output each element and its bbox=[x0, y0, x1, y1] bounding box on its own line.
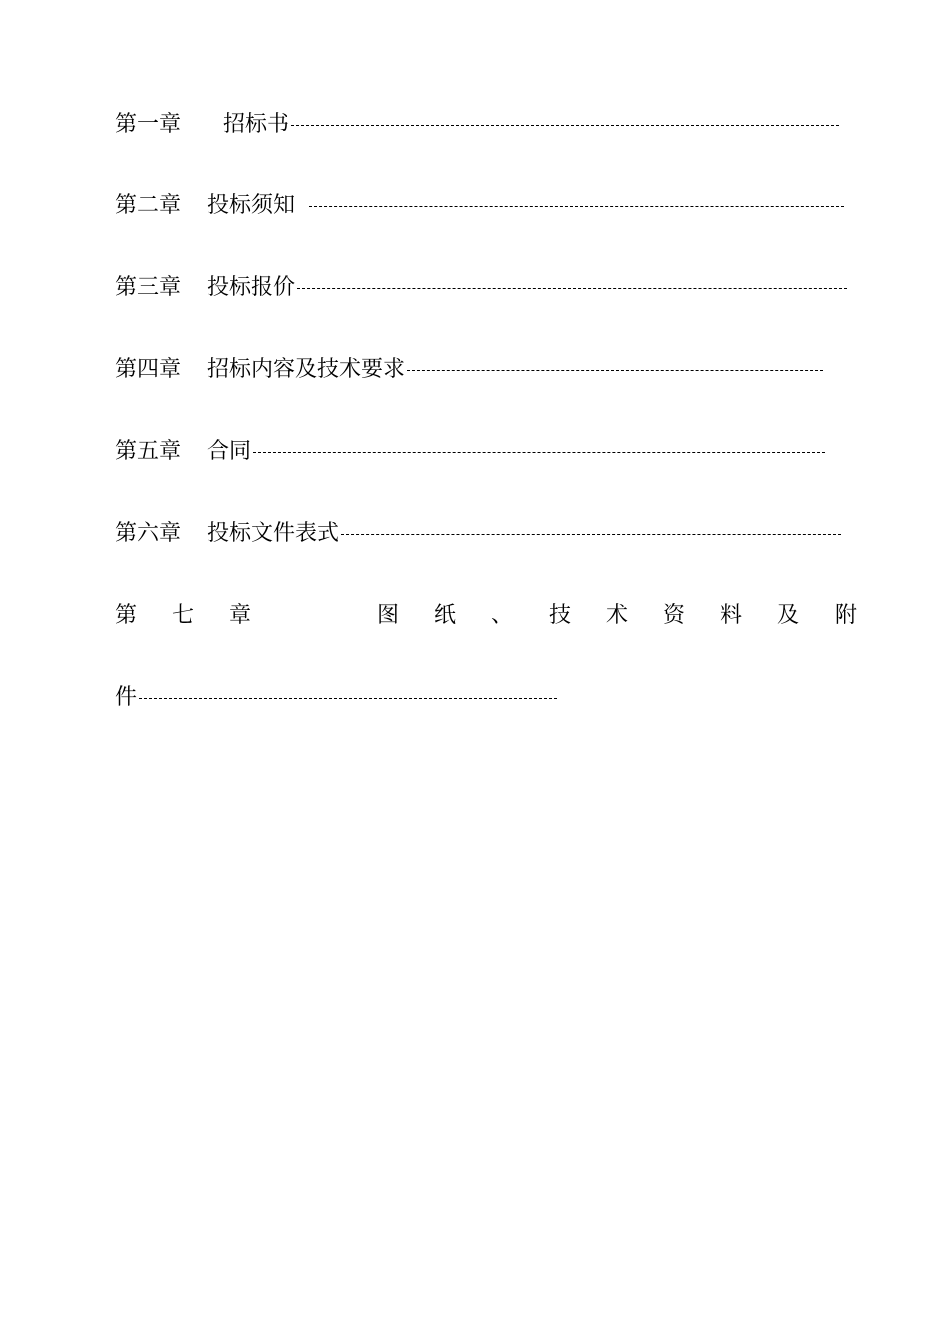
toc-entry-chapter-7 bbox=[115, 601, 860, 631]
chapter-title: 投标须知 bbox=[207, 193, 296, 218]
chapter-title-char: 附 bbox=[835, 603, 858, 628]
chapter-title: 投标报价 bbox=[207, 275, 296, 300]
dot-leader bbox=[341, 534, 841, 535]
chapter-title-char: 料 bbox=[720, 603, 743, 628]
chapter-title: 招标内容及技术要求 bbox=[207, 357, 406, 382]
toc-entry-chapter-4 bbox=[115, 355, 823, 385]
chapter-number: 第四章 bbox=[115, 357, 182, 382]
chapter-number: 第六章 bbox=[115, 521, 182, 546]
chapter-title-char: 技 bbox=[549, 603, 572, 628]
dot-leader bbox=[139, 698, 557, 699]
chapter-number-char: 七 bbox=[172, 603, 195, 628]
chapter-title: 合同 bbox=[207, 439, 252, 464]
toc-entry-chapter-7-continuation bbox=[115, 683, 557, 713]
toc-entry-chapter-5 bbox=[115, 437, 825, 467]
toc-entry-chapter-6 bbox=[115, 519, 841, 549]
dot-leader bbox=[297, 288, 847, 289]
chapter-title-char: 图 bbox=[377, 603, 400, 628]
chapter-number: 第二章 bbox=[115, 193, 182, 218]
chapter-number: 第一章 bbox=[115, 112, 182, 137]
toc-entry-chapter-1 bbox=[115, 110, 839, 140]
dot-leader bbox=[309, 206, 844, 207]
toc-entry-chapter-2 bbox=[115, 191, 844, 221]
chapter-title-char: 纸 bbox=[434, 603, 457, 628]
chapter-title-char: 及 bbox=[777, 603, 800, 628]
dot-leader bbox=[291, 125, 839, 126]
chapter-number-char: 章 bbox=[229, 603, 252, 628]
chapter-number-char: 第 bbox=[115, 603, 138, 628]
chapter-title-char: 术 bbox=[606, 603, 629, 628]
chapter-title: 投标文件表式 bbox=[207, 521, 340, 546]
chapter-title-continuation: 件 bbox=[115, 685, 138, 710]
dot-leader bbox=[253, 452, 825, 453]
chapter-number: 第五章 bbox=[115, 439, 182, 464]
chapter-title-char: 资 bbox=[663, 603, 686, 628]
chapter-title-char: 、 bbox=[491, 603, 514, 628]
chapter-title: 招标书 bbox=[223, 112, 290, 137]
toc-entry-chapter-3 bbox=[115, 273, 847, 303]
chapter-number: 第三章 bbox=[115, 275, 182, 300]
dot-leader bbox=[407, 370, 823, 371]
